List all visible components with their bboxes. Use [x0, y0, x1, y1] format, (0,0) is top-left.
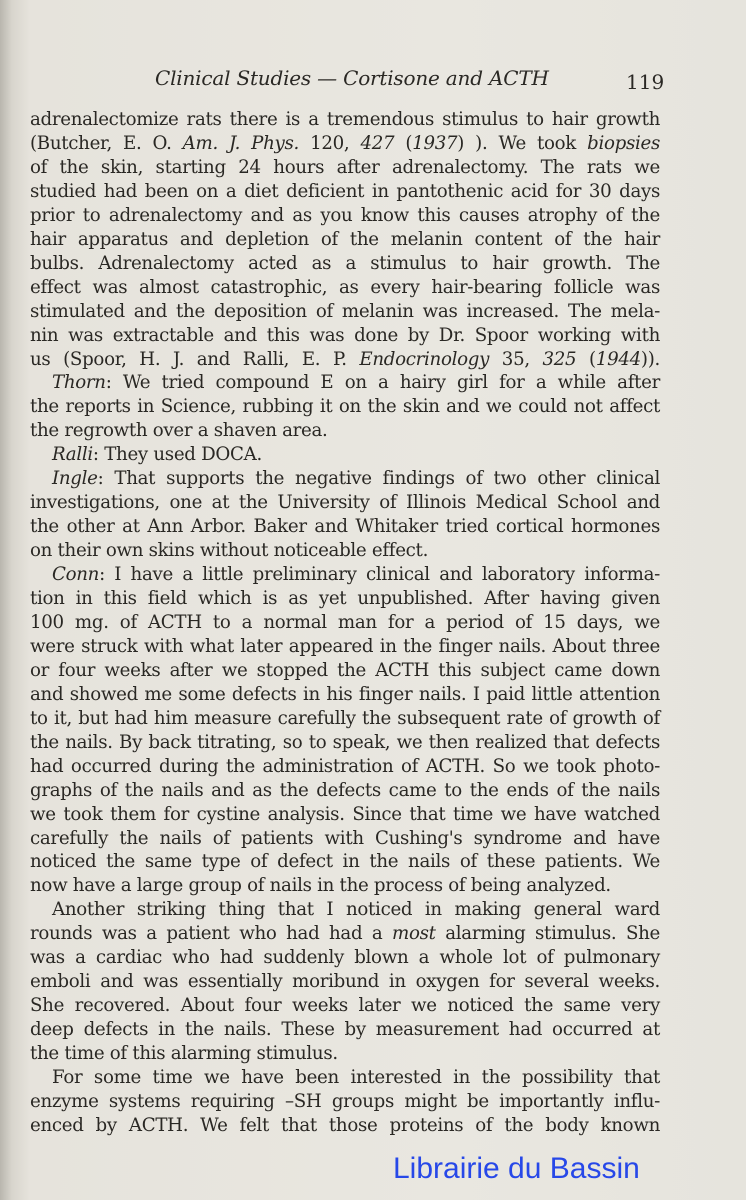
text-segment: us (Spoor, H. J. and Ralli, E. P. — [30, 348, 360, 370]
text-segment: were struck with what later appeared in the finger nails. About three — [30, 635, 660, 657]
text-segment: had occurred during the administration of ACTH. So we took photo- — [30, 755, 660, 777]
text-line — [52, 468, 660, 490]
text-segment: carefully the nails of patients with Cushing's syndrome and have — [30, 827, 660, 849]
text-line — [30, 253, 660, 275]
text-line — [30, 780, 660, 802]
text-segment: prior to adrenalectomy and as you know this causes atrophy of the — [30, 204, 660, 226]
text-line — [30, 181, 660, 203]
text-segment: : We tried compound E on a hairy girl for a while after — [105, 372, 660, 394]
text-line — [52, 372, 660, 394]
text-segment: studied had been on a diet deficient in pantothenic acid for 30 days — [30, 180, 660, 202]
text-line — [30, 420, 660, 442]
text-line — [30, 540, 660, 562]
text-segment: the regrowth over a shaven area. — [30, 420, 328, 442]
text-line — [52, 564, 660, 586]
text-segment: bulbs. Adrenalectomy acted as a stimulus to hair growth. The — [30, 252, 660, 274]
text-line — [30, 708, 660, 730]
text-segment: the reports in Science, rubbing it on the skin and we could not affect — [30, 396, 660, 418]
text-segment: now have a large group of nails in the process of being analyzed. — [30, 875, 611, 897]
italic-text: Ingle — [52, 468, 98, 490]
text-line — [30, 875, 660, 897]
text-line — [30, 804, 660, 826]
text-segment: She recovered. About four weeks later we noticed the same very — [30, 995, 660, 1017]
text-segment: Another striking thing that I noticed in making general ward — [52, 899, 660, 921]
italic-text: Thorn — [52, 372, 106, 394]
text-line — [30, 349, 660, 371]
text-line — [30, 1091, 660, 1113]
text-line — [30, 588, 660, 610]
text-segment: enzyme systems requiring –SH groups might be importantly influ- — [30, 1090, 660, 1112]
text-segment: on their own skins without noticeable effect. — [30, 540, 429, 562]
text-segment: nin was extractable and this was done by Dr. Spoor working with — [30, 324, 660, 346]
text-line — [52, 899, 660, 921]
text-line — [30, 971, 660, 993]
italic-text: Endocrinology — [359, 348, 490, 370]
italic-text: 427 — [360, 132, 395, 154]
text-segment: 100 mg. of ACTH to a normal man for a period of 15 days, we — [30, 611, 660, 633]
text-segment: ( — [576, 348, 596, 370]
text-line — [30, 396, 660, 418]
text-segment: 35, — [489, 348, 543, 370]
text-line — [52, 1067, 660, 1089]
text-line — [30, 684, 660, 706]
text-segment: to it, but had him measure carefully the subsequent rate of growth of — [30, 707, 660, 729]
text-segment: : They used DOCA. — [92, 444, 262, 466]
text-segment: and showed me some defects in his finger nails. I paid little attention — [30, 683, 660, 705]
text-segment: alarming stimulus. She — [435, 923, 660, 945]
text-line — [30, 301, 660, 323]
text-line — [30, 229, 660, 251]
text-line — [30, 492, 660, 514]
text-segment: ( — [394, 132, 413, 154]
italic-text: 1944 — [595, 348, 641, 370]
text-line — [30, 1043, 660, 1065]
text-segment: the nails. By back titrating, so to speak, we then realized that defects — [30, 731, 660, 753]
text-line — [30, 277, 660, 299]
text-segment: graphs of the nails and as the defects came to the ends of the nails — [30, 779, 660, 801]
text-segment: (Butcher, E. O. — [30, 132, 183, 154]
text-segment: effect was almost catastrophic, as every hair-bearing follicle was — [30, 276, 660, 298]
italic-text: 325 — [542, 348, 577, 370]
italic-text: Am. J. Phys. — [182, 132, 300, 154]
text-line — [30, 516, 660, 538]
text-line — [30, 325, 660, 347]
text-segment: hair apparatus and depletion of the melanin content of the hair — [30, 228, 660, 250]
text-segment: or four weeks after we stopped the ACTH this subject came down — [30, 659, 660, 681]
text-segment: For some time we have been interested in the possibility that — [52, 1067, 660, 1088]
italic-text: Ralli — [52, 444, 93, 466]
text-segment: rounds was a patient who had had a — [30, 923, 393, 945]
text-line — [30, 1019, 660, 1041]
text-line — [30, 828, 660, 850]
text-line — [30, 133, 660, 155]
italic-text: biopsies — [587, 132, 661, 154]
text-segment: we took them for cystine analysis. Since that time we have watched — [30, 803, 660, 825]
running-header: Clinical Studies — Cortisone and ACTH — [155, 66, 549, 90]
text-line — [30, 732, 660, 754]
text-line — [30, 851, 660, 873]
text-line — [30, 205, 660, 227]
text-line — [30, 923, 660, 945]
text-line — [30, 636, 660, 658]
italic-text: most — [392, 923, 436, 945]
text-segment: tion in this field which is as yet unpublished. After having given — [30, 588, 660, 609]
text-segment: stimulated and the deposition of melanin was increased. The mela- — [30, 300, 660, 322]
text-segment: : I have a little preliminary clinical and laboratory informa- — [99, 564, 660, 586]
text-segment: enced by ACTH. We felt that those proteins of the body known — [30, 1114, 660, 1136]
text-segment: the other at Ann Arbor. Baker and Whitaker tried cortical hormones — [30, 516, 660, 538]
text-line — [30, 612, 660, 634]
text-segment: investigations, one at the University of Illinois Medical School and — [30, 492, 660, 514]
text-segment: 120, — [299, 132, 361, 154]
italic-text: 1937 — [412, 132, 458, 154]
text-line — [30, 660, 660, 682]
text-segment: adrenalectomize rats there is a tremendous stimulus to hair growth — [30, 109, 660, 130]
text-line — [52, 444, 660, 466]
text-line — [30, 995, 660, 1017]
text-line — [30, 1115, 660, 1137]
text-line — [30, 109, 660, 131]
text-segment: was a cardiac who had suddenly blown a whole lot of pulmonary — [30, 947, 660, 969]
text-segment: )). — [640, 348, 660, 370]
italic-text: Conn — [52, 564, 100, 586]
text-line — [30, 947, 660, 969]
text-segment: : That supports the negative findings of two other clinical — [97, 468, 660, 490]
text-segment: deep defects in the nails. These by measurement had occurred at — [30, 1019, 660, 1041]
page-number: 119 — [626, 70, 665, 94]
text-segment: the time of this alarming stimulus. — [30, 1043, 338, 1065]
text-segment: ) ). We took — [457, 132, 588, 154]
text-line — [30, 756, 660, 778]
text-segment: noticed the same type of defect in the nails of these patients. We — [30, 851, 660, 873]
watermark: Librairie du Bassin — [393, 1152, 640, 1185]
text-line — [30, 157, 660, 179]
text-segment: of the skin, starting 24 hours after adrenalectomy. The rats we — [30, 156, 660, 178]
text-segment: emboli and was essentially moribund in oxygen for several weeks. — [30, 971, 660, 993]
